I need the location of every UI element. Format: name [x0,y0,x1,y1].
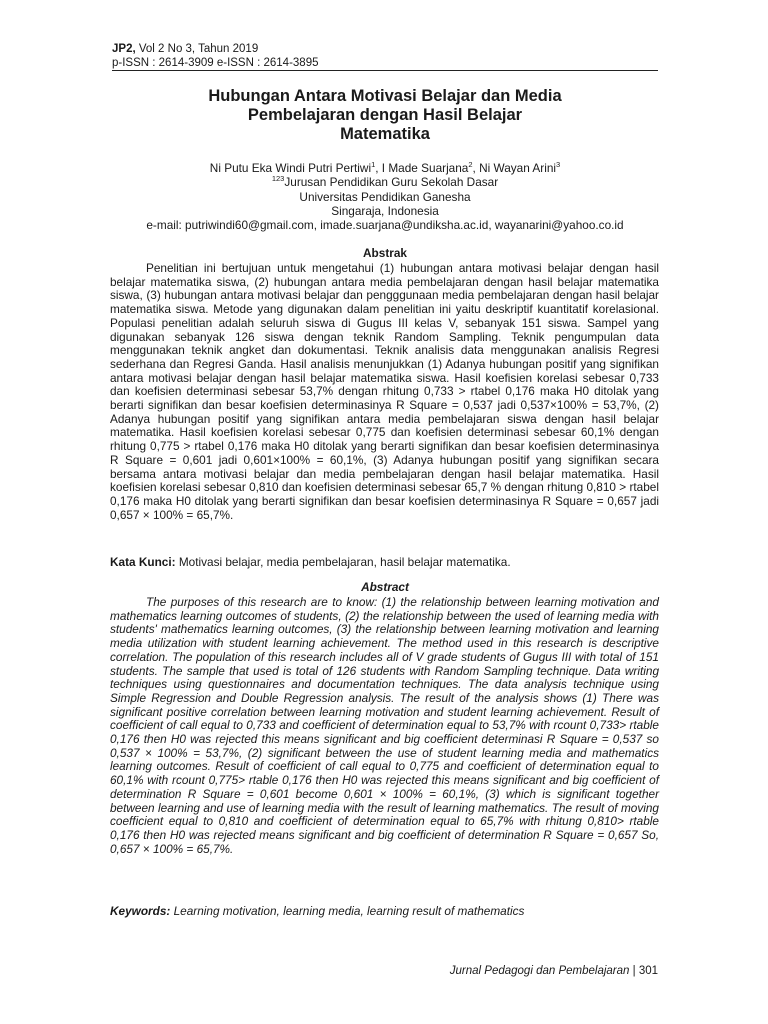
keywords-label: Keywords: [110,904,171,918]
author-1-sup: 1 [371,160,376,170]
keywords [110,904,659,918]
paper-title [112,87,658,144]
issn-line: p-ISSN : 2614-3909 e-ISSN : 2614-3895 [112,57,319,69]
abstrak-body: Penelitian ini bertujuan untuk mengetahui (1) hubungan antara motivasi belajar dengan hasil belajar matematika siswa, (2) hubungan antara media pembelajaran dengan hasil belajar matematika siswa, (3) hubungan antara motivasi belajar dan pengggunaan media pembelajaran dengan hasil belajar matematika siswa. Metode yang digunakan dalam penelitian ini yaitu deskriptif kuantitatif korelasional. Populasi penelitian adalah seluruh siswa di Gugus III kelas V, sebanyak 151 siswa. Sampel yang digunakan sebanyak 126 siswa dengan teknik Random Sampling. Teknik pengumpulan data menggunakan teknik angket dan dokumentasi. Teknik analisis data menggunakan analisis Regresi sederhana dan Regresi Ganda. Hasil analisis menunjukkan (1) Adanya hubungan positif yang signifikan antara motivasi belajar dengan hasil belajar matematika siswa. Hasil koefisien korelasi sebesar 0,733 dan koefisien determinasi sebesar 53,7% dengan rhitung 0,733 > rtabel 0,176 maka H0 ditolak yang berarti signifikan dan besar koefisien determinasinya R Square = 0,537 jadi 0,537×100% = 53,7%, (2) Adanya hubungan positif yang signifikan antara media pembelajaran siswa dengan hasil belajar matematika. Hasil koefisien korelasi sebesar 0,775 dan koefisien determinasi sebesar 60,1% dengan rhitung 0,775 > rtabel 0,176 maka H0 ditolak yang berarti signifikan dan besar koefisien determinasinya R Square = 0,601 jadi 0,601×100% = 60,1%, (3) Adanya hubungan positif yang signifikan secara bersama antara motivasi belajar dan media pembelajaran dengan hasil belajar matematika. Hasil koefisien korelasi sebesar 0,810 dan koefisien determinasi sebesar 65,7 % dengan rhitung 0,810 > rtabel 0,176 maka H0 ditolak yang berarti signifikan dan besar koefisien determinasinya R Square = 0,657 jadi 0,657 × 100% = 65,7%. [110,261,659,522]
abstrak-heading: Abstrak [363,246,407,260]
abstract-body: The purposes of this research are to know: (1) the relationship between learning motivation and mathematics learning outcomes of students, (2) the relationship between the used of learning media with students' mathematics learning outcomes, (3) the relationship between learning motivation and learning media utilization with student learning achievement. The method used in this research is descriptive correlation. The population of this research includes all of V grade students of Gugus III with total of 151 students. The sample that used is total of 126 students with Random Sampling technique. Data writing techniques using questionnaires and documentation techniques. The data analysis technique using Simple Regression and Double Regression analysis. The result of the analysis shows (1) There was significant positive correlation between learning motivation and student learning achievement. Result of coefficient of call equal to 0,733 and coefficient of determination equal to 53,7% with rcount 0,733> rtable 0,176 then H0 was rejected this means significant and big coefficient determinasi R Square = 0,537 so 0,537 × 100% = 53,7%, (2) significant between the use of student learning media and mathematics learning outcomes. Result of coefficient of call equal to 0,775 and coefficient of determination equal to 60,1% with rcount 0,775> rtable 0,176 then H0 was rejected this means significant and big coefficient of determination R Square = 0,601 become 0,601 × 100% = 60,1%, (3) which is significant together between learning and use of learning media with the result of learning mathematics. The result of moving coefficient equal to 0,810 and coefficient of determination equal to 65,7% with rhitung 0,810> rtable 0,176 then H0 was rejected means significant and big coefficient of determination R Square = 0,657 So, 0,657 × 100% = 65,7%. [110,595,659,856]
kata-kunci [110,555,659,569]
title-line-2: Pembelajaran dengan Hasil Belajar [247,106,523,124]
kata-kunci-label: Kata Kunci: [110,555,176,569]
journal-header [112,42,658,70]
keywords-text: Learning motivation, learning media, learning result of mathematics [170,904,525,918]
journal-volume-line [112,42,658,56]
author-emails: e-mail: putriwindi60@gmail.com, imade.suarjana@undiksha.ac.id, wayanarini@yahoo.co.id [146,218,624,233]
footer-separator: | [629,965,639,977]
author-2-sup: 2 [468,160,473,170]
page-number: 301 [638,965,658,977]
author-3: , Ni Wayan Arini [472,161,557,175]
affiliation-university: Universitas Pendidikan Ganesha [299,189,471,204]
title-line-3: Matematika [340,125,430,143]
header-rule [112,70,658,71]
author-block [112,161,658,232]
affiliation-sup: 123 [271,174,285,184]
author-3-sup: 3 [556,160,561,170]
kata-kunci-text: Motivasi belajar, media pembelajaran, hasil belajar matematika. [175,555,511,569]
affiliation [112,175,658,189]
title-line-1: Hubungan Antara Motivasi Belajar dan Media [208,87,562,105]
abstract-heading: Abstract [361,580,409,594]
journal-abbrev: JP2, [112,43,136,55]
author-1: Ni Putu Eka Windi Putri Pertiwi [209,161,372,175]
affiliation-city: Singaraja, Indonesia [331,203,439,218]
footer-journal: Jurnal Pedagogi dan Pembelajaran [449,965,630,977]
author-2: , I Made Suarjana [375,161,469,175]
author-names [112,161,658,175]
journal-volume: Vol 2 No 3, Tahun 2019 [135,43,259,55]
page-footer [450,965,658,977]
affiliation-dept: Jurusan Pendidikan Guru Sekolah Dasar [284,175,499,190]
